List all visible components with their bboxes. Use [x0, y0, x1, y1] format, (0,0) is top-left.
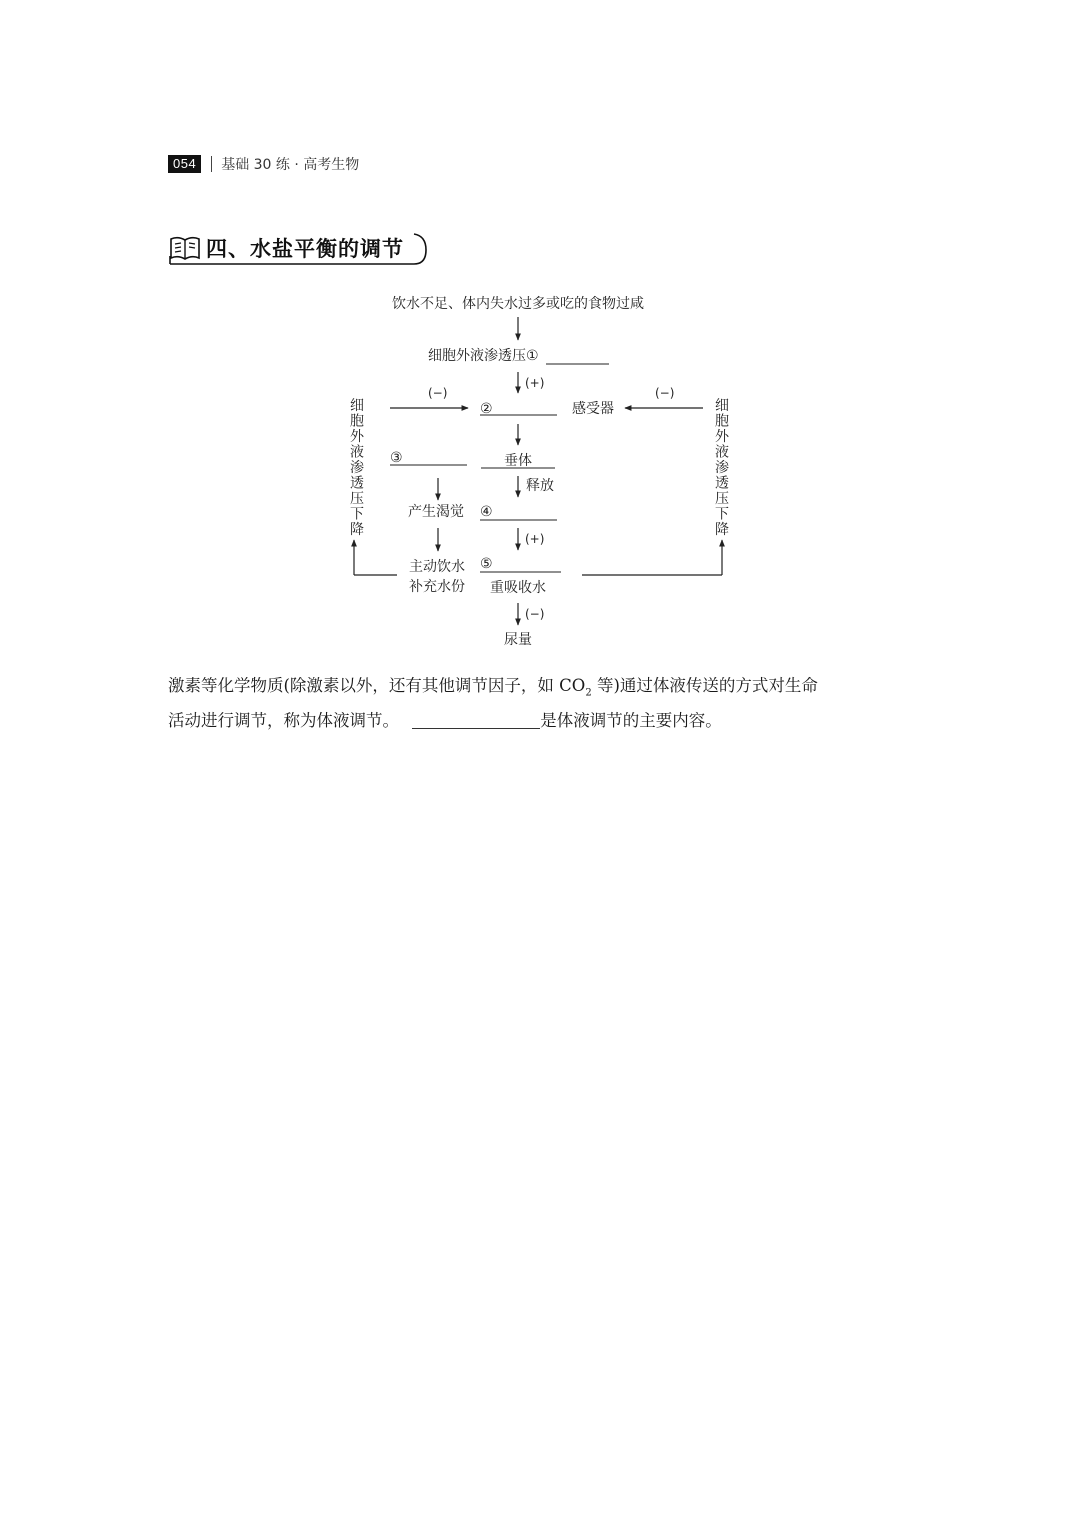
active-drink-line2: 补充水份	[409, 579, 465, 595]
vertical-char: 压	[715, 491, 729, 507]
plus-sign-1: (+)	[525, 376, 545, 390]
vertical-char: 降	[715, 522, 729, 538]
vertical-char: 下	[715, 506, 729, 523]
urine-label: 尿量	[504, 632, 532, 648]
line2-text-a: 活动进行调节，称为体液调节。	[168, 711, 399, 730]
line1-text-b: 等)通过体液传送的方式对生命	[591, 676, 818, 695]
active-drink-line1: 主动饮水	[409, 559, 465, 575]
vertical-char: 外	[715, 429, 729, 445]
vertical-char: 压	[350, 491, 364, 507]
blank-5-label: ⑤	[480, 556, 493, 572]
left-vertical-label	[350, 398, 365, 538]
vertical-char: 降	[350, 522, 364, 538]
line2-text-b: 是体液调节的主要内容。	[540, 711, 722, 730]
osmotic-pressure-label: 细胞外液渗透压①	[428, 348, 539, 364]
vertical-char: 细	[350, 398, 364, 414]
section-title: 四、水盐平衡的调节	[206, 237, 404, 261]
pituitary-label: 垂体	[504, 453, 532, 469]
vertical-char: 液	[715, 444, 729, 461]
vertical-char: 细	[715, 398, 729, 414]
vertical-char: 下	[350, 506, 364, 523]
right-vertical-label	[715, 398, 730, 538]
blank-2-label: ②	[480, 401, 493, 417]
release-label: 释放	[526, 478, 554, 494]
plus-sign-2: (+)	[525, 532, 545, 546]
water-salt-balance-diagram	[0, 0, 1080, 700]
book-title: 基础 30 练 · 高考生物	[221, 157, 360, 173]
paragraph-line-1	[168, 676, 918, 703]
vertical-char: 渗	[350, 460, 364, 476]
paragraph-line-2	[168, 711, 918, 731]
blank-3-label: ③	[390, 450, 403, 466]
reabsorb-label: 重吸收水	[490, 580, 546, 596]
page-number: 054	[168, 155, 201, 173]
vertical-char: 胞	[715, 413, 729, 430]
line1-text-a: 激素等化学物质(除激素以外，还有其他调节因子，如 CO	[168, 676, 586, 695]
co2-subscript: 2	[585, 687, 592, 699]
blank-4-label: ④	[480, 504, 493, 520]
vertical-char: 外	[350, 429, 364, 445]
vertical-char: 渗	[715, 460, 729, 476]
top-cause-text: 饮水不足、体内失水过多或吃的食物过咸	[392, 296, 644, 312]
receptor-label: 感受器	[572, 401, 614, 417]
minus-sign-right: (−)	[655, 386, 675, 400]
minus-sign-urine: (−)	[525, 607, 545, 621]
vertical-char: 透	[350, 475, 364, 492]
minus-sign-left: (−)	[428, 386, 448, 400]
answer-blank[interactable]	[412, 712, 540, 729]
vertical-char: 透	[715, 475, 729, 492]
thirst-label: 产生渴觉	[408, 504, 464, 520]
vertical-char: 液	[350, 444, 364, 461]
vertical-char: 胞	[350, 413, 364, 430]
